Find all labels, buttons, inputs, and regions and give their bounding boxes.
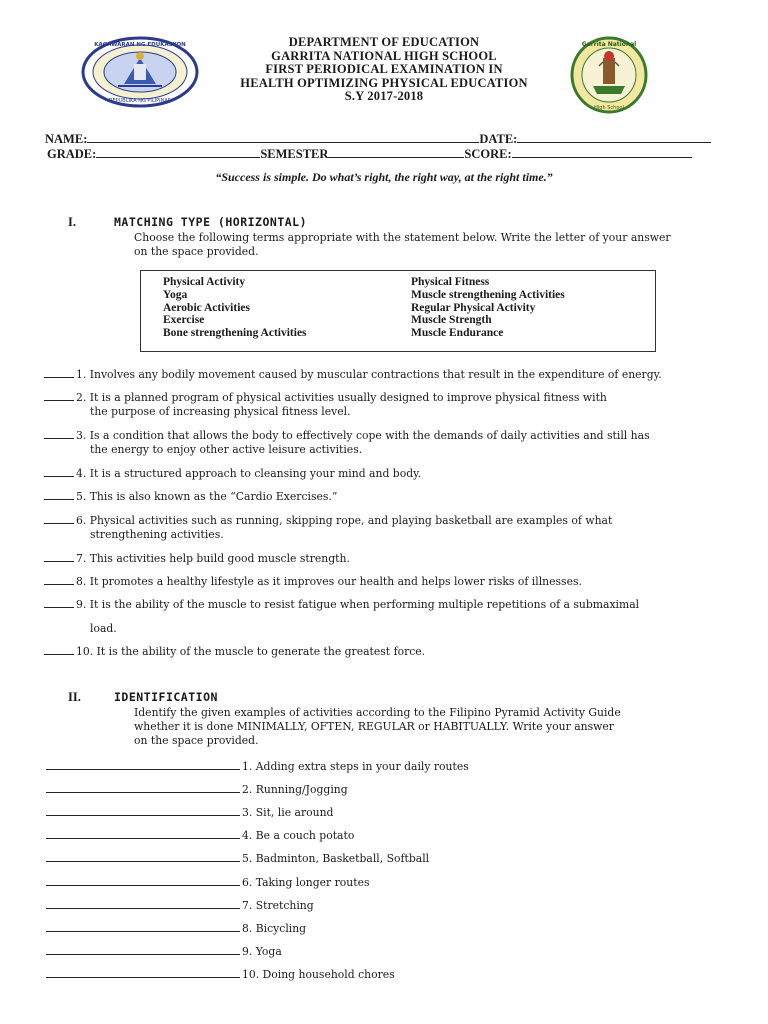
question-continuation: load. [90, 622, 117, 635]
svg-text:Garrita National: Garrita National [581, 41, 637, 48]
identification-item [46, 760, 469, 774]
answer-blank[interactable] [44, 645, 74, 655]
school-seal-logo [569, 36, 649, 114]
question-text: 6. Physical activities such as running, skipping rope, and playing basketball are examples of what [76, 514, 613, 527]
answer-blank[interactable] [44, 514, 74, 524]
matching-question [44, 552, 350, 566]
matching-question [44, 575, 582, 589]
section-2-instruction-line: whether it is done MINIMALLY, OFTEN, REGULAR or HABITUALLY. Write your answer [134, 720, 614, 733]
answer-blank[interactable] [46, 760, 240, 770]
section-2-title: IDENTIFICATION [114, 690, 218, 704]
term-item: Physical Activity [163, 276, 246, 288]
identification-item [46, 829, 354, 843]
item-text: 9. Yoga [242, 945, 282, 958]
matching-question [44, 514, 612, 528]
item-text: 4. Be a couch potato [242, 829, 355, 842]
question-text: 1. Involves any bodily movement caused by muscular contractions that result in the expenditure of energy. [76, 368, 662, 381]
term-item: Regular Physical Activity [411, 301, 536, 314]
matching-question [44, 429, 650, 443]
item-text: 10. Doing household chores [242, 968, 395, 981]
answer-blank[interactable] [46, 852, 240, 862]
answer-blank[interactable] [46, 968, 240, 978]
name-field[interactable] [87, 131, 479, 143]
answer-blank[interactable] [46, 829, 240, 839]
question-text: 2. It is a planned program of physical activities usually designed to improve physical fitness with [76, 391, 607, 404]
item-text: 5. Badminton, Basketball, Softball [242, 852, 430, 865]
term-item: Aerobic Activities [163, 301, 250, 314]
section-1-title: MATCHING TYPE (HORIZONTAL) [114, 215, 308, 229]
terms-box [140, 270, 656, 352]
identification-item [46, 876, 370, 890]
identification-item [46, 783, 348, 797]
item-text: 1. Adding extra steps in your daily routes [242, 760, 469, 773]
item-text: 2. Running/Jogging [242, 783, 348, 796]
svg-text:High School: High School [594, 105, 624, 111]
date-field[interactable] [517, 131, 711, 143]
section-2-instruction-line: Identify the given examples of activities according to the Filipino Pyramid Activity Guide [134, 706, 621, 719]
answer-blank[interactable] [44, 552, 74, 562]
answer-blank[interactable] [44, 467, 74, 477]
deped-seal-logo [80, 36, 200, 108]
identification-item [46, 899, 314, 913]
svg-text:KAGAWARAN NG EDUKASYON: KAGAWARAN NG EDUKASYON [94, 42, 186, 48]
semester-field[interactable] [328, 146, 464, 158]
header-school-year: S.Y 2017-2018 [344, 89, 424, 103]
question-continuation: the purpose of increasing physical fitness level. [90, 405, 351, 418]
grade-label: GRADE: [47, 147, 97, 161]
header-school: GARRITA NATIONAL HIGH SCHOOL [271, 48, 497, 63]
section-2-instruction-line: on the space provided. [134, 734, 259, 747]
term-item: Muscle strengthening Activities [411, 288, 565, 301]
section-1-instruction [134, 231, 671, 259]
header-subject: HEALTH OPTIMIZING PHYSICAL EDUCATION [240, 75, 528, 90]
matching-question [44, 391, 607, 405]
term-item: Yoga [163, 288, 188, 301]
name-label: NAME: [45, 132, 88, 146]
term-item: Physical Fitness [411, 276, 490, 288]
score-field[interactable] [512, 146, 692, 158]
term-item: Muscle Strength [411, 314, 492, 327]
term-item: Exercise [163, 314, 205, 327]
matching-question [44, 368, 662, 382]
matching-question [44, 467, 421, 481]
question-text: 9. It is the ability of the muscle to resist fatigue when performing multiple repetitions of a submaximal [76, 598, 640, 611]
answer-blank[interactable] [44, 368, 74, 378]
terms-right-column [411, 276, 565, 340]
header-department: DEPARTMENT OF EDUCATION [288, 35, 480, 49]
item-text: 7. Stretching [242, 899, 314, 912]
answer-blank[interactable] [46, 806, 240, 816]
term-item: Muscle Endurance [411, 327, 504, 340]
answer-blank[interactable] [44, 598, 74, 608]
question-text: 5. This is also known as the “Cardio Exercises.” [76, 490, 338, 503]
question-text: 10. It is the ability of the muscle to generate the greatest force. [76, 645, 426, 658]
identification-item [46, 806, 333, 820]
answer-blank[interactable] [46, 783, 240, 793]
exam-header [200, 36, 568, 104]
question-text: 4. It is a structured approach to cleansing your mind and body. [76, 467, 422, 480]
answer-blank[interactable] [44, 490, 74, 500]
section-1-instruction-line: on the space provided. [134, 245, 259, 258]
grade-field[interactable] [96, 146, 260, 158]
question-text: 7. This activities help build good muscle strength. [76, 552, 350, 565]
question-continuation: strengthening activities. [90, 528, 224, 541]
answer-blank[interactable] [46, 945, 240, 955]
header-exam: FIRST PERIODICAL EXAMINATION IN [265, 62, 503, 76]
terms-left-column [163, 276, 307, 340]
answer-blank[interactable] [46, 899, 240, 909]
answer-blank[interactable] [44, 575, 74, 585]
grade-semester-score-line [47, 146, 692, 162]
section-1-instruction-line: Choose the following terms appropriate with the statement below. Write the letter of your answer [134, 231, 671, 244]
section-2-number: II. [68, 690, 81, 704]
answer-blank[interactable] [46, 876, 240, 886]
question-continuation: the energy to enjoy other active leisure activities. [90, 443, 363, 456]
name-date-line [45, 131, 711, 147]
identification-item [46, 922, 306, 936]
question-text: 3. Is a condition that allows the body to effectively cope with the demands of daily activities and still has [76, 429, 650, 442]
question-text: 8. It promotes a healthy lifestyle as it improves our health and helps lower risks of illnesses. [76, 575, 582, 588]
identification-item [46, 852, 429, 866]
semester-label: SEMESTER [260, 147, 329, 161]
matching-question [44, 490, 337, 504]
item-text: 3. Sit, lie around [242, 806, 334, 819]
motivational-quote: “Success is simple. Do what’s right, the right way, at the right time.” [215, 170, 553, 184]
svg-text:REPUBLIKA NG PILIPINAS: REPUBLIKA NG PILIPINAS [109, 98, 171, 104]
score-label: SCORE: [464, 147, 512, 161]
answer-blank[interactable] [46, 922, 240, 932]
matching-question [44, 645, 425, 659]
identification-item [46, 945, 282, 959]
item-text: 8. Bicycling [242, 922, 307, 935]
section-1-number: I. [68, 215, 76, 229]
answer-blank[interactable] [44, 429, 74, 439]
answer-blank[interactable] [44, 391, 74, 401]
matching-question [44, 598, 639, 612]
item-text: 6. Taking longer routes [242, 876, 370, 889]
date-label: DATE: [479, 132, 518, 146]
section-2-instruction [134, 706, 621, 748]
term-item: Bone strengthening Activities [163, 327, 307, 340]
identification-item [46, 968, 395, 982]
